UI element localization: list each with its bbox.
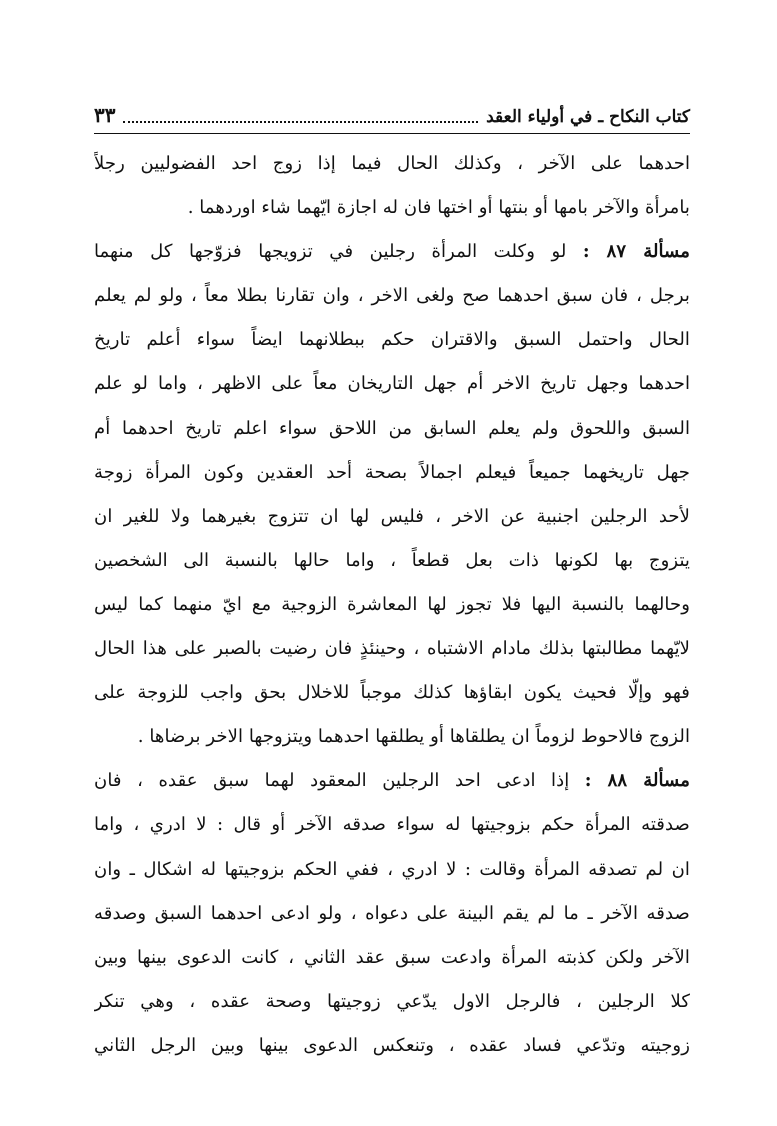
running-header bbox=[94, 96, 690, 134]
text-line: ان لم تصدقه المرأة وقالت : لا ادري ، ففي الحكم بزوجيتها له اشكال ـ وان bbox=[94, 858, 690, 880]
text-line: الزوج فالاحوط لزوماً ان يطلقاها أو يطلقها احدهما ويتزوجها الاخر برضاها . bbox=[137, 726, 690, 748]
text-line: صدقه الآخر ـ ما لم يقم البينة على دعواه ، ولو ادعى احدهما السبق وصدقه bbox=[94, 902, 690, 924]
text-line-fragment: إذا ادعى احد الرجلين المعقود لهما سبق عقده ، فان bbox=[94, 770, 585, 792]
text-line: جهل تاريخهما جميعاً فيعلم اجمالاً بصحة أحد العقدين وكون المرأة زوجة bbox=[94, 461, 690, 483]
text-line: برجل ، فان سبق احدهما صح ولغى الاخر ، وان تقارنا بطلا معاً ، ولو لم يعلم bbox=[94, 285, 690, 307]
text-line: احدهما وجهل تاريخ الاخر أم جهل التاريخان معاً على الاظهر ، واما لو علم bbox=[94, 373, 690, 395]
text-line: يتزوج بها لكونها ذات بعل قطعاً ، واما حالها بالنسبة الى الشخصين bbox=[94, 549, 690, 571]
text-line: زوجيته وتدّعي فساد عقده ، وتنعكس الدعوى بينها وبين الرجل الثاني bbox=[94, 1034, 690, 1056]
body-text bbox=[94, 142, 690, 1068]
issue-88-label: مسألة ٨٨ : bbox=[584, 770, 690, 792]
issue-88-first-line bbox=[94, 759, 690, 803]
issue-87-label: مسألة ٨٧ : bbox=[582, 241, 690, 263]
issue-87-first-line bbox=[94, 230, 690, 274]
text-line: لأحد الرجلين اجنبية عن الاخر ، فليس لها ان تتزوج بغيرهما ولا للغير ان bbox=[94, 505, 690, 527]
header-leader-dots bbox=[123, 120, 478, 123]
text-line: الحال واحتمل السبق والاقتران حكم ببطلانهما ايضاً سواء أعلم تاريخ bbox=[94, 329, 690, 351]
text-line: وحالهما بالنسبة اليها فلا تجوز لها المعاشرة الزوجية مع ايّ منهما كما ليس bbox=[94, 593, 690, 615]
text-line: صدقته المرأة حكم بزوجيتها له سواء صدقه الآخر أو قال : لا ادري ، واما bbox=[94, 814, 690, 836]
text-line-fragment: لو وكلت المرأة رجلين في تزويجها فزوّجها كل منهما bbox=[94, 241, 583, 263]
text-line: احدهما على الآخر ، وكذلك الحال فيما إذا زوج احد الفضوليين رجلاً bbox=[94, 153, 690, 174]
text-line: كلا الرجلين ، فالرجل الاول يدّعي زوجيتها وصحة عقده ، وهي تنكر bbox=[94, 990, 690, 1012]
text-line: لايّهما مطالبتها بذلك مادام الاشتباه ، وحينئذٍ فان رضيت بالصبر على هذا الحال bbox=[94, 638, 690, 660]
book-title: كتاب النكاح ـ في أولياء العقد bbox=[486, 107, 690, 127]
text-line: بامرأة والآخر بامها أو بنتها أو اختها فان له اجازة ايّهما شاء اوردهما . bbox=[187, 197, 690, 219]
text-line: السبق واللحوق ولم يعلم السابق من اللاحق سواء اعلم تاريخ احدهما أم bbox=[94, 417, 690, 439]
text-line: الآخر ولكن كذبته المرأة وادعت سبق عقد الثاني ، كانت الدعوى بينها وبين bbox=[94, 946, 690, 968]
document-page bbox=[94, 96, 690, 1096]
text-line: فهو وإلّا فحيث يكون ابقاؤها كذلك موجباً للاخلال بحق واجب للزوجة على bbox=[94, 682, 690, 704]
page-number: ٣٣ bbox=[94, 103, 116, 127]
